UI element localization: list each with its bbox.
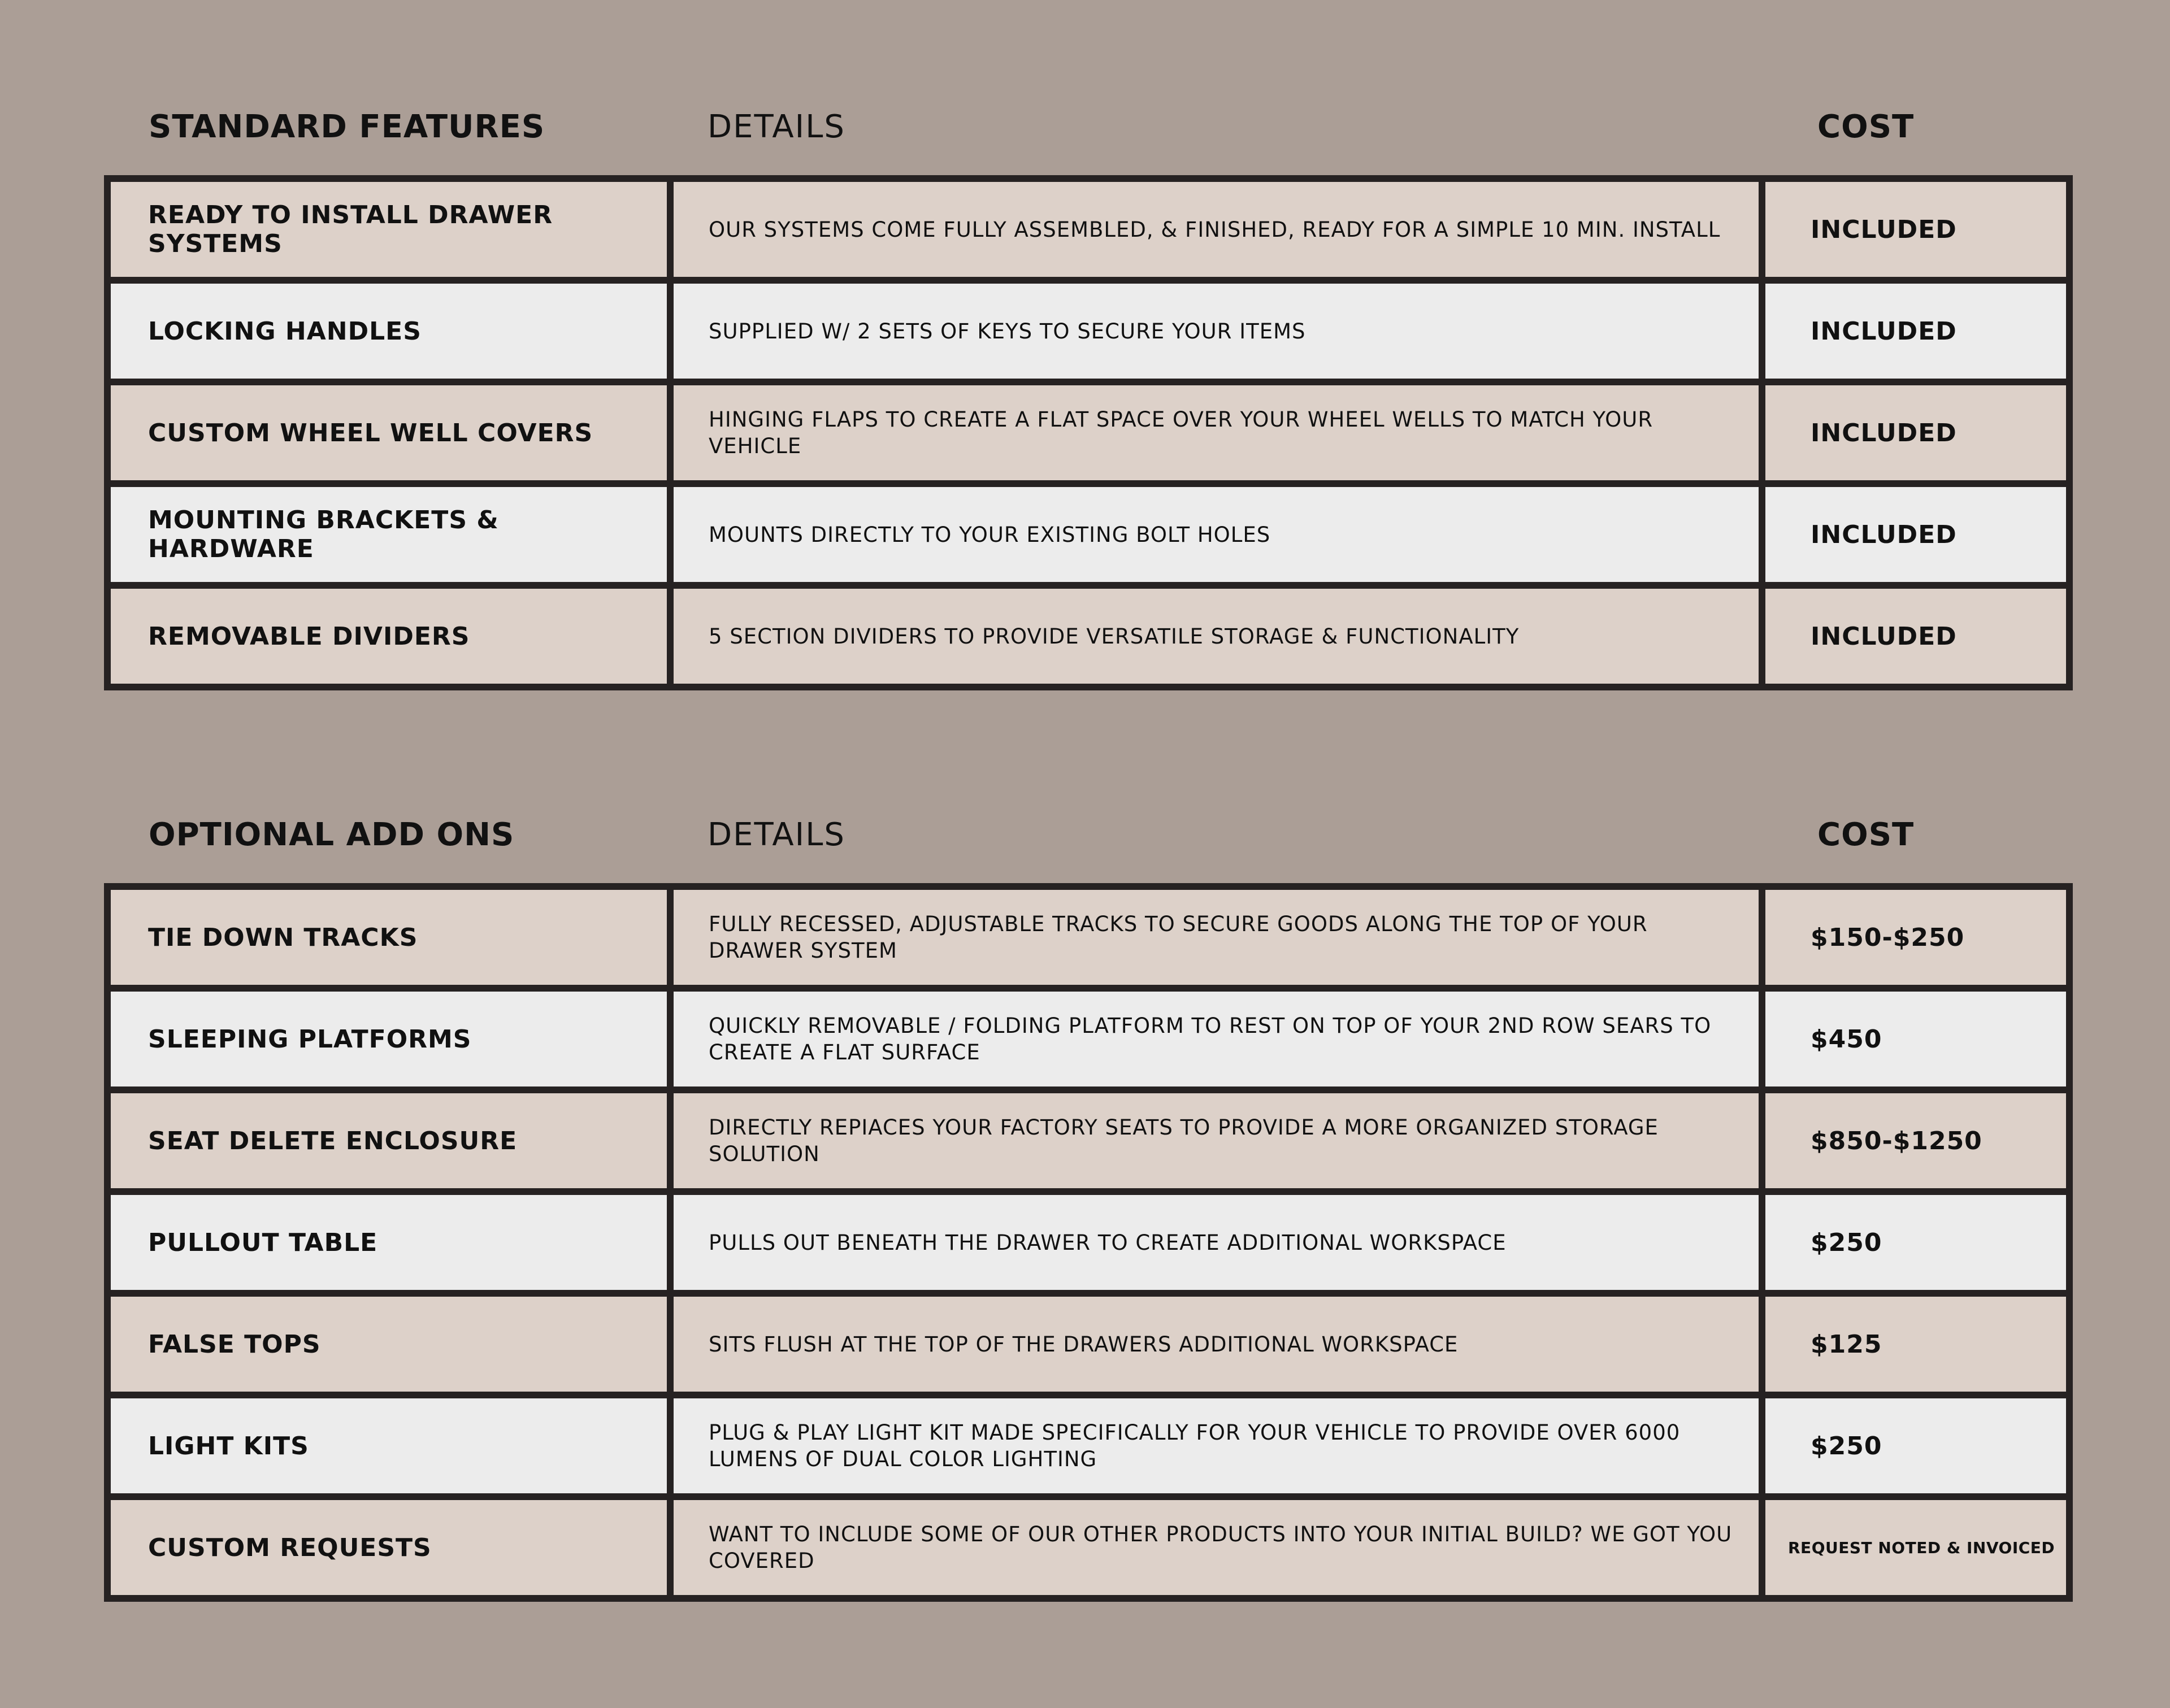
table-row (107, 382, 2069, 484)
standard-features-title: STANDARD FEATURES (149, 108, 545, 145)
optional-add-ons-section (104, 815, 2066, 1573)
standard-details-header: DETAILS (708, 108, 845, 145)
addon-cost: $150-$250 (1762, 886, 2069, 988)
addon-name: FALSE TOPS (107, 1293, 670, 1395)
optional-add-ons-table (104, 883, 2073, 1602)
table-row (107, 988, 2069, 1090)
optional-cost-header: COST (1817, 816, 1915, 853)
standard-features-section (104, 107, 2066, 651)
feature-name: REMOVABLE DIVIDERS (107, 585, 670, 687)
addon-cost: $125 (1762, 1293, 2069, 1395)
feature-name: MOUNTING BRACKETS & HARDWARE (107, 484, 670, 585)
feature-cost: INCLUDED (1762, 280, 2069, 382)
feature-details: 5 SECTION DIVIDERS TO PROVIDE VERSATILE STORAGE & FUNCTIONALITY (670, 585, 1762, 687)
feature-name: READY TO INSTALL DRAWER SYSTEMS (107, 179, 670, 280)
table-row (107, 1395, 2069, 1497)
table-row (107, 886, 2069, 988)
table-row (107, 585, 2069, 687)
standard-features-header (104, 107, 2066, 175)
addon-name: LIGHT KITS (107, 1395, 670, 1497)
feature-details: HINGING FLAPS TO CREATE A FLAT SPACE OVER YOUR WHEEL WELLS TO MATCH YOUR VEHICLE (670, 382, 1762, 484)
table-row (107, 1293, 2069, 1395)
feature-cost: INCLUDED (1762, 585, 2069, 687)
table-row (107, 1090, 2069, 1192)
addon-details: FULLY RECESSED, ADJUSTABLE TRACKS TO SECURE GOODS ALONG THE TOP OF YOUR DRAWER SYSTEM (670, 886, 1762, 988)
addon-cost: $850-$1250 (1762, 1090, 2069, 1192)
feature-details: OUR SYSTEMS COME FULLY ASSEMBLED, & FINISHED, READY FOR A SIMPLE 10 MIN. INSTALL (670, 179, 1762, 280)
feature-cost: INCLUDED (1762, 484, 2069, 585)
addon-cost: $250 (1762, 1395, 2069, 1497)
standard-features-table (104, 175, 2073, 690)
addon-details: SITS FLUSH AT THE TOP OF THE DRAWERS ADDITIONAL WORKSPACE (670, 1293, 1762, 1395)
feature-cost: INCLUDED (1762, 179, 2069, 280)
optional-add-ons-header (104, 815, 2066, 883)
optional-details-header: DETAILS (708, 816, 845, 853)
table-row (107, 1192, 2069, 1293)
feature-details: MOUNTS DIRECTLY TO YOUR EXISTING BOLT HOLES (670, 484, 1762, 585)
optional-add-ons-title: OPTIONAL ADD ONS (149, 816, 515, 853)
addon-cost: $450 (1762, 988, 2069, 1090)
addon-name: PULLOUT TABLE (107, 1192, 670, 1293)
addon-name: CUSTOM REQUESTS (107, 1497, 670, 1598)
addon-name: SLEEPING PLATFORMS (107, 988, 670, 1090)
addon-details: WANT TO INCLUDE SOME OF OUR OTHER PRODUCTS INTO YOUR INITIAL BUILD? WE GOT YOU COVERED (670, 1497, 1762, 1598)
addon-details: PLUG & PLAY LIGHT KIT MADE SPECIFICALLY FOR YOUR VEHICLE TO PROVIDE OVER 6000 LUMENS OF DUAL COLOR LIGHTING (670, 1395, 1762, 1497)
addon-name: TIE DOWN TRACKS (107, 886, 670, 988)
feature-name: CUSTOM WHEEL WELL COVERS (107, 382, 670, 484)
table-row (107, 1497, 2069, 1598)
standard-cost-header: COST (1817, 108, 1915, 145)
addon-name: SEAT DELETE ENCLOSURE (107, 1090, 670, 1192)
table-row (107, 484, 2069, 585)
addon-cost: REQUEST NOTED & INVOICED (1762, 1497, 2069, 1598)
addon-details: DIRECTLY REPIACES YOUR FACTORY SEATS TO PROVIDE A MORE ORGANIZED STORAGE SOLUTION (670, 1090, 1762, 1192)
addon-details: QUICKLY REMOVABLE / FOLDING PLATFORM TO REST ON TOP OF YOUR 2ND ROW SEARS TO CREATE A FLAT SURFACE (670, 988, 1762, 1090)
feature-cost: INCLUDED (1762, 382, 2069, 484)
addon-cost: $250 (1762, 1192, 2069, 1293)
table-row (107, 280, 2069, 382)
feature-name: LOCKING HANDLES (107, 280, 670, 382)
table-row (107, 179, 2069, 280)
feature-details: SUPPLIED W/ 2 SETS OF KEYS TO SECURE YOUR ITEMS (670, 280, 1762, 382)
addon-details: PULLS OUT BENEATH THE DRAWER TO CREATE ADDITIONAL WORKSPACE (670, 1192, 1762, 1293)
